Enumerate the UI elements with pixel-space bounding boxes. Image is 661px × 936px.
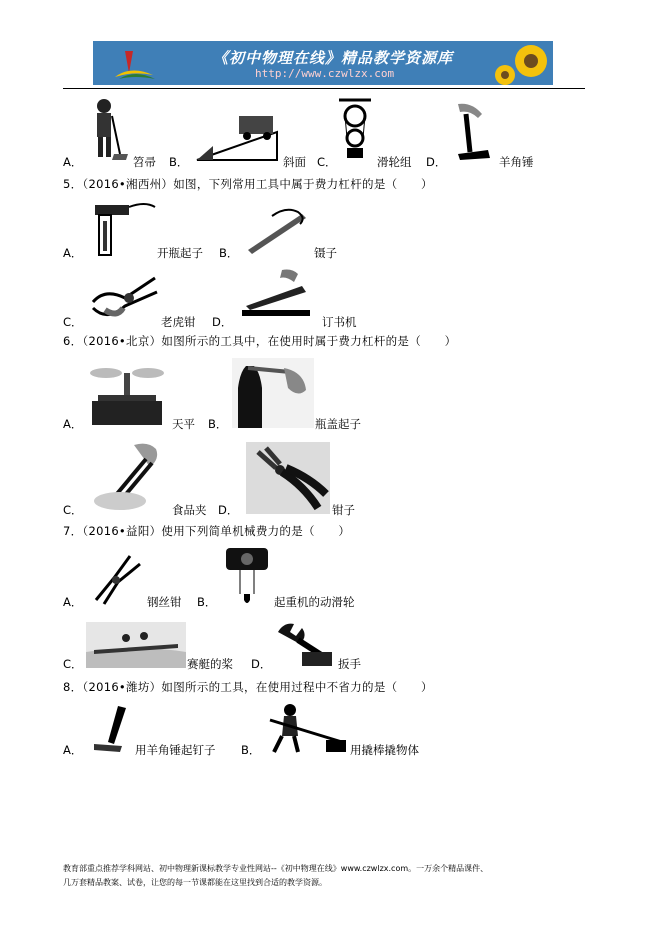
q6-option-c-label: 食品夹 [172, 503, 207, 517]
q5-option-c-label: 老虎钳 [161, 315, 196, 329]
wrench-image [274, 618, 338, 670]
bottle-cap-opener-image [232, 358, 314, 428]
footer-line-1: 教育部重点推荐学科网站、初中物理新课标教学专业性网站--《初中物理在线》www.czwlzx.com。一万余个精品课件、 [63, 864, 489, 873]
hammer-pulling-nail-image [88, 704, 138, 754]
banner-url: http://www.czwlzx.com [255, 67, 395, 80]
q8-option-b-label: 用撬棒撬物体 [350, 743, 419, 757]
q6-option-d-label: 钳子 [332, 503, 355, 517]
claw-hammer-image [448, 100, 498, 164]
q6-option-c-letter: C． [63, 503, 83, 517]
q4-option-b-label: 斜面 [283, 155, 306, 169]
q5-option-b-letter: B． [219, 246, 239, 260]
q8-option-b-letter: B． [241, 743, 261, 757]
balance-scale-image [86, 359, 168, 429]
rowing-boat-image [86, 622, 186, 668]
q5-option-d-letter: D． [212, 315, 233, 329]
q7-option-b-label: 起重机的动滑轮 [274, 595, 355, 609]
header-rule [63, 88, 585, 89]
q7-stem: 7．（2016•益阳）使用下列简单机械费力的是（ ） [63, 524, 351, 538]
q5-option-c-letter: C． [63, 315, 83, 329]
q6-option-a-label: 天平 [172, 417, 195, 431]
q6-stem: 6．（2016•北京）如图所示的工具中，在使用时属于费力杠杆的是（ ） [63, 334, 457, 348]
food-tongs-image [86, 441, 168, 513]
sunflower-icon [491, 41, 553, 85]
logo-icon [111, 47, 157, 81]
q4-option-d-label: 羊角锤 [499, 155, 534, 169]
q4-option-b-letter: B． [169, 155, 189, 169]
broom-image [82, 96, 130, 162]
crowbar-prying-image [264, 702, 350, 754]
banner-title: 《初中物理在线》精品教学资源库 [213, 49, 454, 67]
q4-option-a-label: 笤帚 [133, 155, 156, 169]
q7-option-d-label: 扳手 [338, 657, 361, 671]
q5-option-d-label: 订书机 [322, 315, 357, 329]
q6-option-a-letter: A． [63, 417, 83, 431]
q6-option-b-letter: B． [208, 417, 228, 431]
q6-option-d-letter: D． [218, 503, 239, 517]
q8-option-a-letter: A． [63, 743, 83, 757]
q8-stem: 8．（2016•潍坊）如图所示的工具，在使用过程中不省力的是（ ） [63, 680, 433, 694]
crane-pulley-image [220, 544, 274, 606]
pulley-block-image [333, 98, 375, 162]
q7-option-c-letter-label: 赛艇的桨 [187, 657, 233, 671]
q5-option-a-label: 开瓶起子 [157, 246, 203, 260]
tweezers-image [242, 206, 314, 256]
q5-stem: 5．（2016•湘西州）如图，下列常用工具中属于费力杠杆的是（ ） [63, 177, 433, 191]
q5-option-a-letter: A． [63, 246, 83, 260]
bottle-opener-image [85, 197, 157, 259]
q4-option-c-label: 滑轮组 [377, 155, 412, 169]
q4-option-c-letter: C． [317, 155, 337, 169]
header-banner [93, 41, 553, 85]
q4-option-a-letter: A． [63, 155, 83, 169]
pliers-image [85, 268, 161, 328]
pliers-photo-image [246, 442, 330, 514]
q8-option-a-label: 用羊角锤起钉子 [135, 743, 216, 757]
q6-option-b-label: 瓶盖起子 [315, 417, 361, 431]
q4-option-d-letter: D． [426, 155, 447, 169]
q7-option-c-letter: C． [63, 657, 83, 671]
incline-image [193, 102, 281, 164]
wire-pliers-image [90, 550, 146, 606]
q7-option-b-letter: B． [197, 595, 217, 609]
stapler-image [236, 266, 316, 322]
q5-option-b-label: 镊子 [314, 246, 337, 260]
footer [63, 862, 603, 890]
footer-line-2: 几万套精品教案、试卷，让您的每一节课都能在这里找到合适的教学资源。 [63, 878, 327, 887]
q7-option-d-letter: D． [251, 657, 272, 671]
q7-option-a-letter: A． [63, 595, 83, 609]
q7-option-a-label: 钢丝钳 [147, 595, 182, 609]
